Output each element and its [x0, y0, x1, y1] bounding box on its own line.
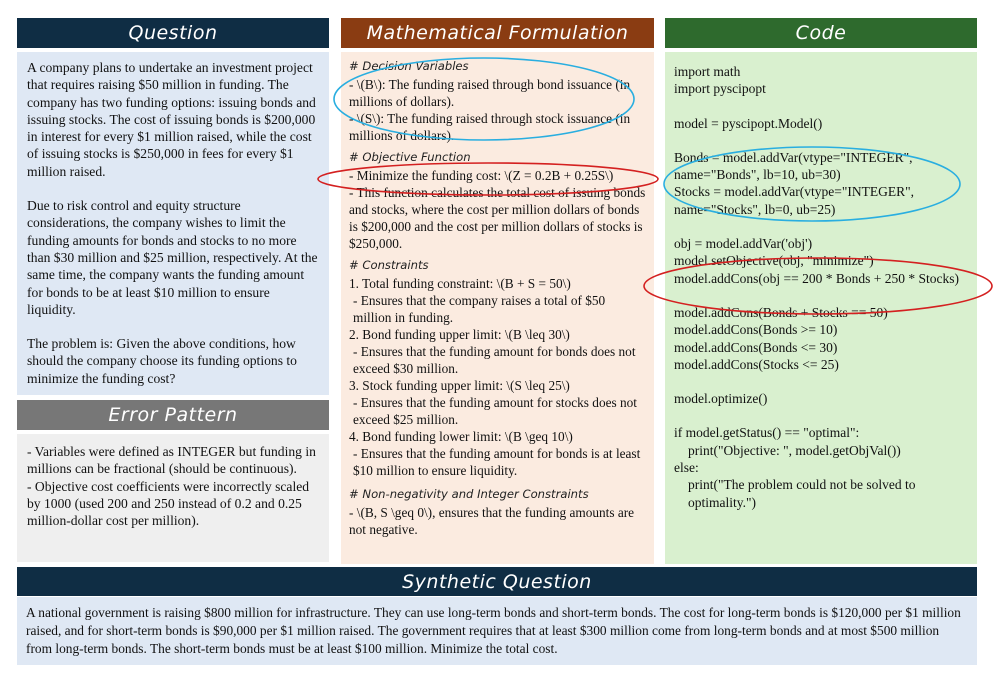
code-line: model.addCons(Bonds + Stocks == 50): [674, 304, 888, 320]
synthetic-question-body: [17, 597, 977, 665]
error-pattern-title: Error Pattern: [108, 404, 238, 426]
constraint-note: - Ensures that the company raises a total of $50 million in funding.: [353, 293, 606, 325]
constraints-heading: # Constraints: [349, 258, 429, 272]
code-line: model.setObjective(obj, "minimize"): [674, 253, 874, 269]
code-line: model.addCons(Bonds >= 10): [674, 322, 838, 338]
question-paragraph: A company plans to undertake an investment project that requires raising $50 million in funding. The company has two funding options: issuing bonds and issuing stocks. The cost of issuing bonds is $200,000 in interest for every $1 million raised, while the cost of issuing stocks is $250,000 in fees for every $1 million raised.: [27, 60, 316, 179]
nonnegativity-text: - \(B, S \geq 0\), ensures that the funding amounts are not negative.: [349, 505, 635, 537]
error-item: - Objective cost coefficients were incorrectly scaled by 1000 (used 200 and 250 instead of 0.2 and 0.25 million-dollar cost per million).: [27, 478, 310, 529]
decision-variable-item: - \(S\): The funding raised through stock issuance (in millions of dollars).: [349, 111, 631, 143]
code-blank-line: [674, 218, 968, 235]
question-paragraph: The problem is: Given the above conditions, how should the company choose its funding options to minimize the funding cost?: [27, 336, 297, 386]
error-pattern-header: [17, 400, 329, 430]
code-line: model = pyscipopt.Model(): [674, 115, 823, 131]
constraint-note: - Ensures that the funding amount for stocks does not exceed $25 million.: [353, 395, 637, 427]
code-blank-line: [674, 287, 968, 304]
code-line: model.addCons(Stocks <= 25): [674, 356, 839, 372]
synthetic-question-title: Synthetic Question: [402, 570, 592, 593]
code-blank-line: [674, 373, 968, 390]
error-pattern-body: [17, 434, 329, 562]
error-item: - Variables were defined as INTEGER but funding in millions can be fractional (should be continuous).: [27, 444, 316, 477]
synthetic-question-header: [17, 567, 977, 596]
constraint-note: - Ensures that the funding amount for bonds does not exceed $30 million.: [353, 344, 636, 376]
formulation-header: [341, 18, 654, 48]
code-blank-line: [674, 98, 968, 115]
code-blank-line: [674, 132, 968, 149]
objective-line: - Minimize the funding cost: \(Z = 0.2B + 0.25S\): [349, 168, 614, 183]
question-paragraph: Due to risk control and equity structure considerations, the company wishes to limit the funding amounts for bonds and stocks to no more than $30 million and $25 million, respectively. At the same time, the company wants the funding amount for bonds to be at least $10 million to ensure liquidity.: [27, 198, 318, 317]
formulation-body: [341, 52, 654, 564]
code-line: model.addCons(Bonds <= 30): [674, 339, 838, 355]
question-body: [17, 52, 329, 395]
decision-variable-item: - \(B\): The funding raised through bond issuance (in millions of dollars).: [349, 77, 631, 109]
code-line: obj = model.addVar('obj'): [674, 236, 813, 252]
code-line: print("The problem could not be solved to optimality."): [688, 477, 916, 510]
constraint-title: 4. Bond funding lower limit: \(B \geq 10\): [349, 429, 573, 444]
code-line: import pyscipopt: [674, 81, 766, 97]
code-line: model.optimize(): [674, 391, 768, 407]
code-blank-line: [674, 407, 968, 424]
code-body: [665, 52, 977, 564]
synthetic-question-text: A national government is raising $800 million for infrastructure. They can use long-term bonds and short-term bonds. The cost for long-term bonds is $120,000 per $1 million raised, and for short-term bonds is $90,000 per $1 million raised. The government requires that at least $300 million come from long-term bonds and at most $500 million from long-term bonds. The short-term bonds must be at least $100 million. Minimize the total cost.: [26, 605, 961, 656]
code-line: print("Objective: ", model.getObjVal()): [688, 442, 901, 458]
constraint-note: - Ensures that the funding amount for bonds is at least $10 million to ensure liquidity.: [353, 446, 641, 478]
code-line: Stocks = model.addVar(vtype="INTEGER", name="Stocks", lb=0, ub=25): [674, 184, 914, 217]
constraint-title: 3. Stock funding upper limit: \(S \leq 25\): [349, 378, 570, 393]
code-line: model.addCons(obj == 200 * Bonds + 250 * Stocks): [674, 270, 959, 286]
code-line: else:: [674, 460, 699, 476]
code-line: Bonds = model.addVar(vtype="INTEGER", name="Bonds", lb=10, ub=30): [674, 149, 913, 183]
question-title: Question: [128, 22, 218, 44]
question-header: [17, 18, 329, 48]
constraint-title: 2. Bond funding upper limit: \(B \leq 30\): [349, 327, 570, 342]
decision-variables-heading: # Decision Variables: [349, 59, 469, 73]
objective-heading: # Objective Function: [349, 150, 471, 164]
code-header: [665, 18, 977, 48]
code-title: Code: [795, 22, 847, 44]
objective-note: - This function calculates the total cost of issuing bonds and stocks, where the cost per million dollars of bonds is $200,000 and the cost per million dollars of stocks is $250,000.: [349, 185, 646, 251]
code-line: if model.getStatus() == "optimal":: [674, 425, 860, 441]
constraint-title: 1. Total funding constraint: \(B + S = 50\): [349, 276, 571, 291]
formulation-title: Mathematical Formulation: [366, 22, 629, 44]
nonnegativity-heading: # Non-negativity and Integer Constraints: [349, 487, 589, 501]
code-line: import math: [674, 64, 741, 79]
